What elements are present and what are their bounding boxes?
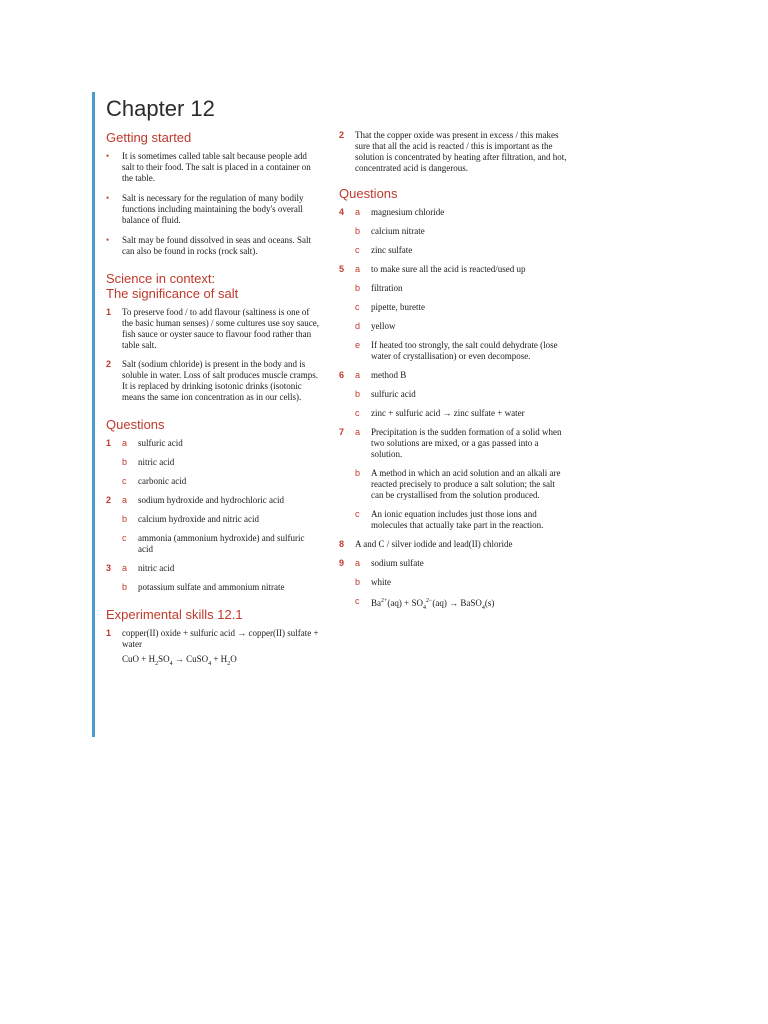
right-column: [339, 130, 569, 622]
experimental-skills-heading: Experimental skills 12.1: [106, 607, 243, 622]
questions-heading: Questions: [339, 186, 398, 201]
list-item: 9 a sodium sulfate: [339, 558, 424, 568]
ionic-equation: $Ba^{2+}(aq) + SO_4^{2-}(aq)$ → BaSO$_4$(s): [371, 598, 495, 611]
list-item: c $Ba^{2+}(aq) + SO_4^{2-}(aq)$ → BaSO$_4$(s): [355, 596, 569, 614]
list-item: 8 A and C / silver iodide and lead(II) chloride: [339, 539, 513, 549]
list-item: b sulfuric acid: [355, 389, 416, 399]
list-item: c zinc sulfate: [355, 245, 413, 255]
list-item: 3 a nitric acid: [106, 563, 175, 573]
left-column: [106, 130, 321, 678]
list-item: 5 a to make sure all the acid is reacted/used up: [339, 264, 526, 274]
list-item: c An ionic equation includes just those ions and molecules that actually take part in the reaction.: [355, 509, 544, 530]
list-item: c pipette, burette: [355, 302, 425, 312]
bullet-item: • Salt may be found dissolved in seas and oceans. Salt can also be found in rocks (rock salt).: [106, 235, 311, 256]
chapter-title: Chapter 12: [106, 96, 215, 121]
list-item: b potassium sulfate and ammonium nitrate: [122, 582, 285, 592]
bullet-icon: •: [106, 235, 110, 245]
list-item: b calcium nitrate: [355, 226, 425, 236]
list-item: c zinc + sulfuric acid → zinc sulfate + water: [355, 408, 525, 418]
science-in-context-heading: Science in context: The significance of salt: [106, 271, 239, 301]
list-item: 7 a Precipitation is the sudden formation of a solid when two solutions are mixed, or a gas passed into a solution.: [339, 427, 562, 459]
list-item: b white: [355, 577, 391, 587]
list-item: c ammonia (ammonium hydroxide) and sulfuric acid: [122, 533, 305, 554]
bullet-icon: •: [106, 193, 110, 203]
list-item: e If heated too strongly, the salt could dehydrate (lose water of crystallisation) or even decompose.: [355, 340, 558, 361]
list-item: 1 To preserve food / to add flavour (saltiness is one of the basic human senses) / some cultures use soy sauce, fish sauce or oyster sauce to flavour food rather than table salt.: [106, 307, 319, 350]
questions-heading: Questions: [106, 417, 165, 432]
bullet-icon: •: [106, 151, 110, 161]
bullet-item: • It is sometimes called table salt because people add salt to their food. The salt is placed in a container on the table.: [106, 151, 311, 183]
list-item: 1 copper(II) oxide + sulfuric acid → copper(II) sulfate + water CuO + $H_2SO_4$ → CuSO$_4$ + $H_2O$: [106, 628, 321, 670]
chemical-equation: CuO + $H_2SO_4$ → CuSO$_4$ + $H_2O$: [122, 654, 237, 667]
list-item: c carbonic acid: [122, 476, 187, 486]
list-item: b filtration: [355, 283, 403, 293]
list-item: 6 a method B: [339, 370, 407, 380]
getting-started-heading: Getting started: [106, 130, 192, 145]
list-item: 1 a sulfuric acid: [106, 438, 183, 448]
list-item: b nitric acid: [122, 457, 175, 467]
bullet-item: • Salt is necessary for the regulation of many bodily functions including maintaining the body's overall balance of fluid.: [106, 193, 304, 225]
margin-rule: [92, 92, 95, 737]
list-item: 2 That the copper oxide was present in excess / this makes sure that all the acid is reacted / this is important as the solution is concentrated by heating after filtration, and hot, concentrated acid is dangerous.: [339, 130, 567, 173]
list-item: 2 Salt (sodium chloride) is present in the body and is soluble in water. Loss of salt produces muscle cramps. It is replaced by drinking isotonic drinks (isotonic means the same ion concentration as in our cells).: [106, 359, 318, 402]
list-item: b calcium hydroxide and nitric acid: [122, 514, 259, 524]
list-item: d yellow: [355, 321, 396, 331]
list-item: b A method in which an acid solution and an alkali are reacted precisely to produce a salt solution; the salt can be crystallised from the solution produced.: [355, 468, 561, 500]
list-item: 2 a sodium hydroxide and hydrochloric acid: [106, 495, 284, 505]
list-item: 4 a magnesium chloride: [339, 207, 445, 217]
